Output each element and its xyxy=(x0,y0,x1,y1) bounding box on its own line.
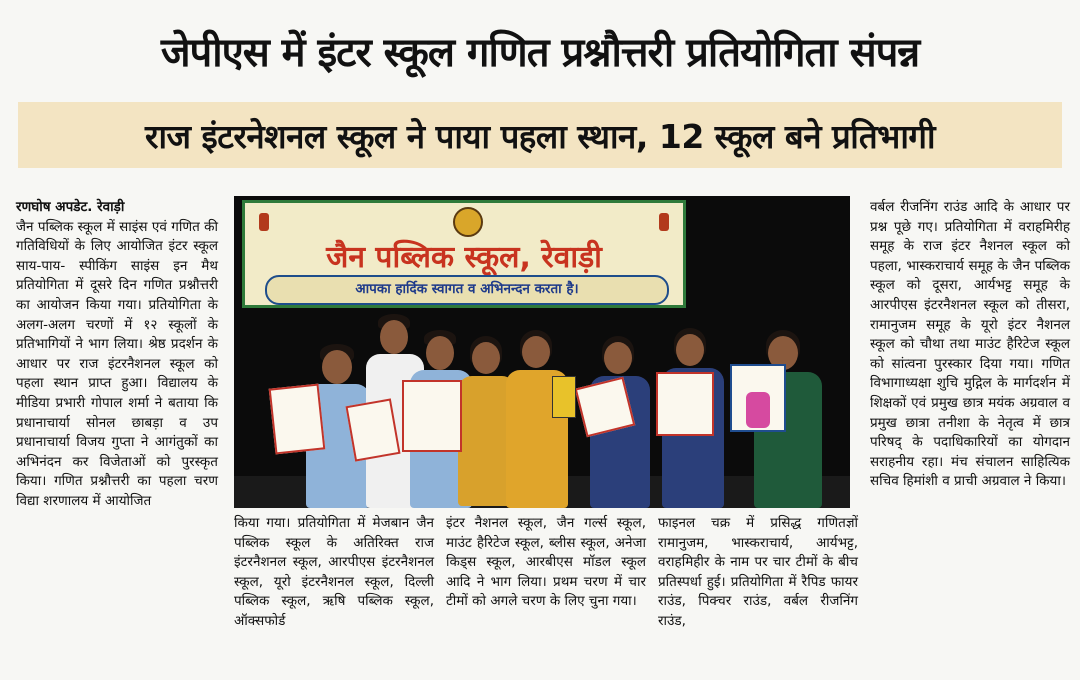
school-emblem-icon xyxy=(453,207,483,237)
column-2-text: किया गया। प्रतियोगिता में मेजबान जैन पब्लिक स्कूल के अतिरिक्त राज इंटरनैशनल स्कूल, आरपीएस इंटरनैशनल स्कूल, यूरो इंटरनैशनल स्कूल, दिल्ली पब्लिक स्कूल, ऋषि पब्लिक स्कूल, ऑक्सफोर्ड xyxy=(234,515,434,629)
trophy-icon xyxy=(746,392,770,428)
column-4-text: फाइनल चक्र में प्रसिद्ध गणितज्ञों रामानुजम, भास्कराचार्य, आर्यभट्ट, वराहमिहीर के नाम पर चार टीमों के बीच प्रतिस्पर्धा हुई। प्रतियोगिता में रैपिड फायर राउंड, पिक्चर राउंड, वर्बल रीजनिंग राउंड, xyxy=(658,515,858,629)
certificate xyxy=(656,372,714,436)
event-photo xyxy=(234,196,850,508)
column-5-text: वर्बल रीजनिंग राउंड आदि के आधार पर प्रश्न पूछे गए। प्रतियोगिता में वराहमिरीह समूह के राज इंटर नैशनल स्कूल को पहला, भास्कराचार्य समूह के जैन पब्लिक स्कूल को दूसरा, आर्यभट्ट समूह के आरपीएस इंटरनैशनल स्कूल को तीसरा, रामानुजम समूह के यूरो इंटर नैशनल स्कूल को चौथा तथा माउंट हैरिटेज स्कूल को सांत्वना पुरस्कार दिया गया। गणित विभागाध्यक्षा शुचि मुद्गिल के मार्गदर्शन में शिक्षकों एवं प्रमुख छात्र मयंक अग्रवाल व प्रमुख छात्रा तनीशा के नेतृत्व में छात्र परिषद् के पदाधिकारियों का योगदान सराहनीय रहा। मंच संचालन साहित्यिक सचिव हिमांशी व प्राची अग्रवाल ने किया। xyxy=(870,199,1070,490)
byline: रणघोष अपडेट. रेवाड़ी xyxy=(16,199,125,215)
certificate xyxy=(269,384,326,455)
lamp-icon xyxy=(659,213,669,231)
subheadline-band xyxy=(18,102,1062,168)
subheadline: राज इंटरनेशनल स्कूल ने पाया पहला स्थान, 12 स्कूल बने प्रतिभागी xyxy=(144,116,936,156)
column-3-text: इंटर नैशनल स्कूल, जैन गर्ल्स स्कूल, माउंट हैरिटेज स्कूल, ब्लीस स्कूल, अनेजा किड्स स्कूल, आरबीएस मॉडल स्कूल आदि ने भाग लिया। प्रथम चरण में चार टीमों को अगले चरण के लिए चुना गया। xyxy=(446,515,646,610)
article-column-5 xyxy=(870,198,1070,492)
banner-title: जैन पब्लिक स्कूल, रेवाड़ी xyxy=(326,240,602,275)
headline: जेपीएस में इंटर स्कूल गणित प्रश्नौत्तरी प्रतियोगिता संपन्न xyxy=(160,29,920,76)
certificate xyxy=(402,380,462,452)
article-column-1 xyxy=(16,198,218,512)
article-column-2 xyxy=(234,514,434,632)
lamp-icon xyxy=(259,213,269,231)
book-prize-icon xyxy=(552,376,576,418)
certificate xyxy=(345,398,400,461)
school-banner xyxy=(242,200,686,308)
column-1-text: जैन पब्लिक स्कूल में साइंस एवं गणित की गतिविधियों के लिए आयोजित इंटर स्कूल साय-पाय- स्पीकिंग साइंस इन मैथ प्रतियोगिता में दूसरे दिन गणित प्रश्नौत्तरी का आयोजन किया गया। प्रतियोगिता के अलग-अलग चरणों में १२ स्कूलों के प्रतिभागियों ने भाग लिया। श्रेष्ठ प्रदर्शन के आधार पर राज इंटरनैशनल स्कूल को पहला स्थान प्राप्त हुआ। विद्यालय के मीडिया प्रभारी गोपाल शर्मा ने बताया कि प्रधानाचार्या सोनल छाबड़ा व उप प्रधानाचार्या विजय गुप्ता ने आगंतुकों का अभिनंदन कर विजेताओं को पुरस्कृत किया। गणित प्रश्नौत्तरी का पहला चरण विद्या शरणालय में आयोजित xyxy=(16,218,218,509)
banner-subtitle: आपका हार्दिक स्वागत व अभिनन्दन करता है। xyxy=(265,275,669,305)
article-column-4 xyxy=(658,514,858,632)
article-column-3 xyxy=(446,514,646,612)
